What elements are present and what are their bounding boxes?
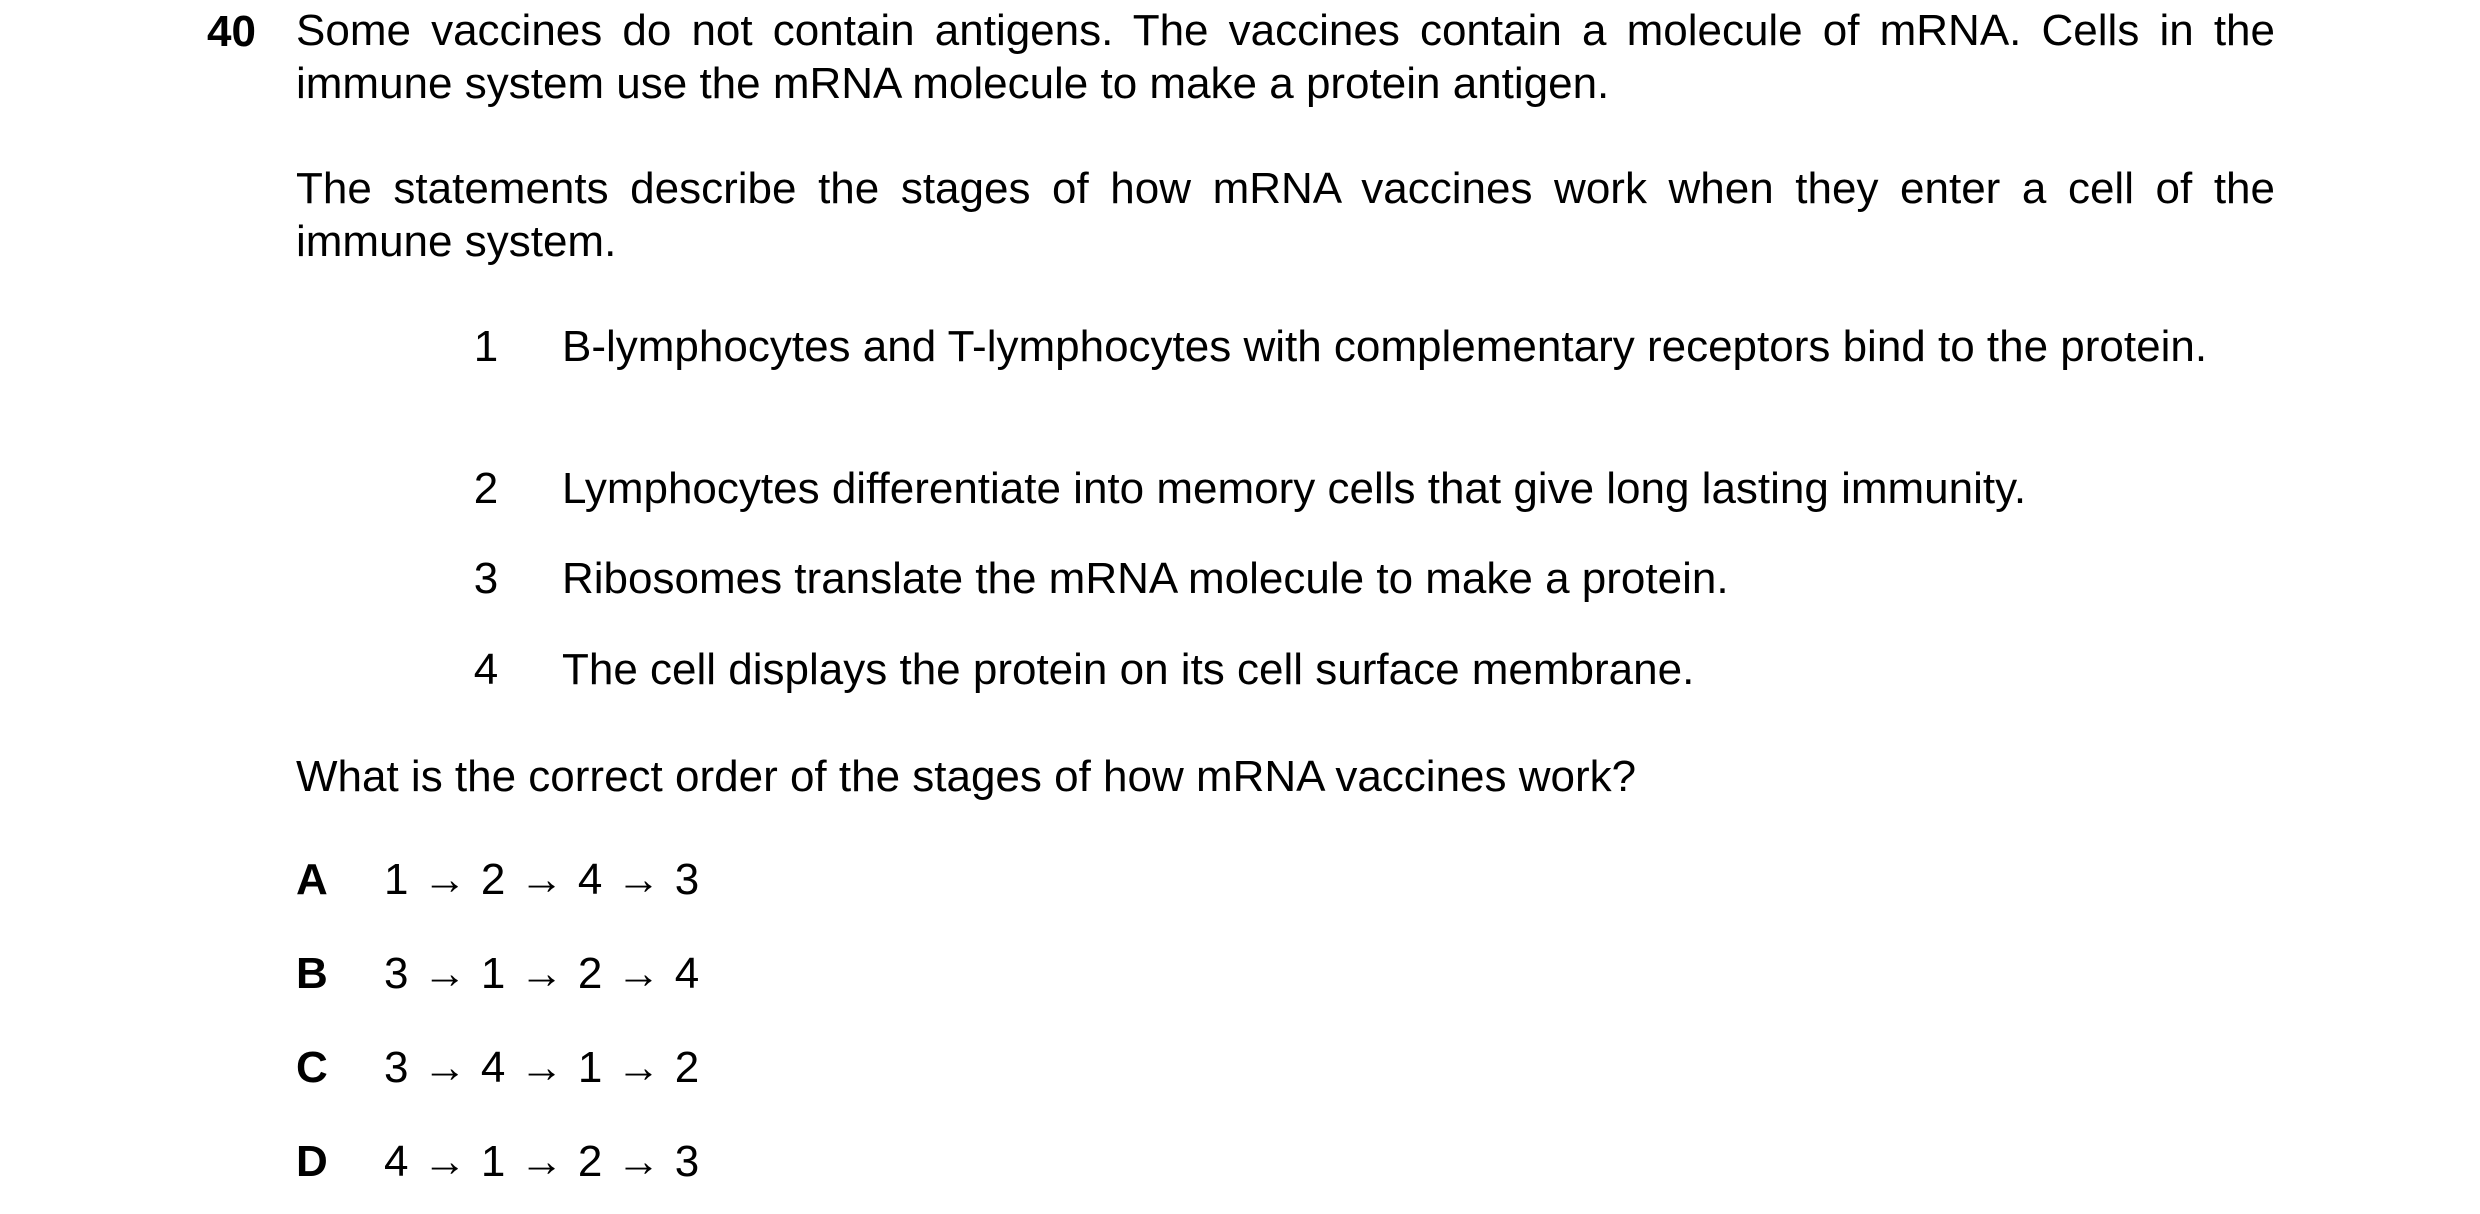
statement-text: The cell displays the protein on its cell surface membrane. [562, 645, 1695, 694]
option-text-d: 4 → 1 → 2 → 3 [384, 1137, 700, 1186]
option-letter-b: B [296, 949, 328, 998]
option-text-c: 3 → 4 → 1 → 2 [384, 1043, 700, 1092]
statement-text: Lymphocytes differentiate into memory cells that give long lasting immunity. [562, 464, 2027, 513]
option-letter-a: A [296, 855, 328, 904]
statement-number: 1 [473, 322, 499, 371]
option-text-a: 1 → 2 → 4 → 3 [384, 855, 700, 904]
option-letter-d: D [296, 1137, 328, 1186]
option-text-b: 3 → 1 → 2 → 4 [384, 949, 700, 998]
statement-number: 4 [473, 645, 499, 694]
statement-text: Ribosomes translate the mRNA molecule to make a protein. [562, 554, 1729, 603]
statement-number: 2 [473, 464, 499, 513]
statement-number: 3 [473, 554, 499, 603]
question-context: The statements describe the stages of how mRNA vaccines work when they enter a cell of the immune system. [296, 164, 2275, 266]
statement-text: B-lymphocytes and T-lymphocytes with complementary receptors bind to the protein. [562, 322, 2208, 371]
question-intro: Some vaccines do not contain antigens. The vaccines contain a molecule of mRNA. Cells in the immune system use the mRNA molecule to make a protein antigen. [296, 6, 2275, 108]
question-prompt: What is the correct order of the stages of how mRNA vaccines work? [296, 752, 1637, 801]
question-number: 40 [207, 7, 256, 56]
option-letter-c: C [296, 1043, 328, 1092]
